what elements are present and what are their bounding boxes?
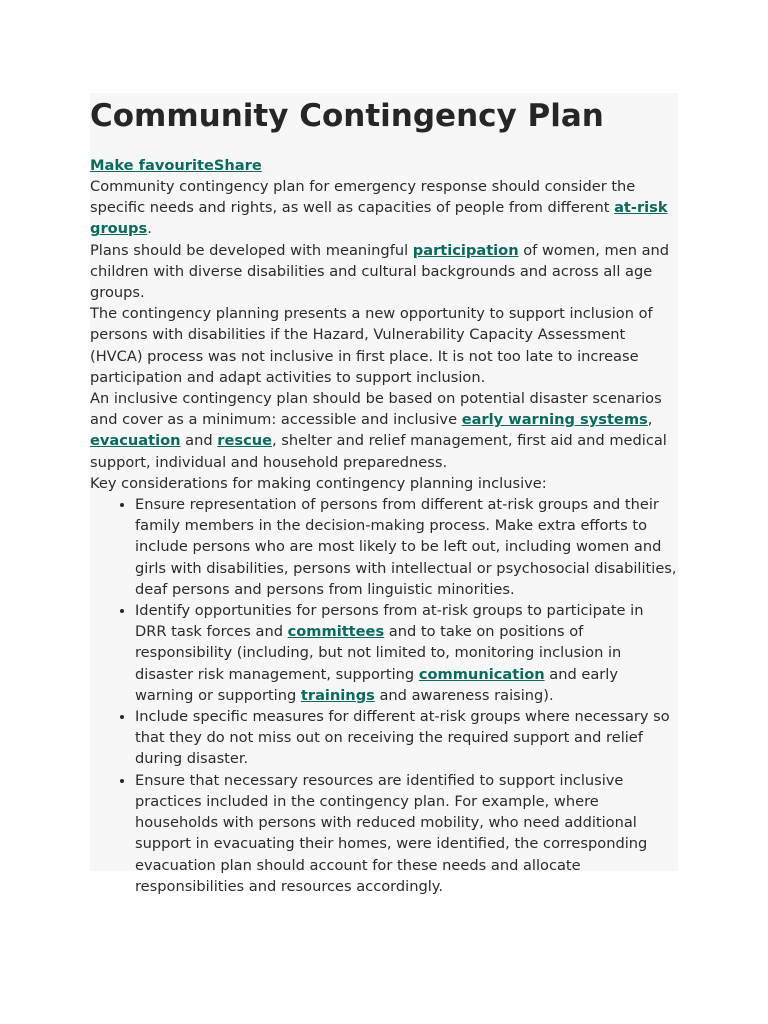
minimum-text-2: , xyxy=(647,411,653,429)
item2-text-4: and awareness raising). xyxy=(374,686,554,704)
early-warning-systems-link[interactable]: early warning systems xyxy=(461,411,648,429)
item2-text-2: and to take on positions of responsibility (including, but not limited to, monitoring inclusion in disaster risk management, supporting xyxy=(135,623,622,683)
intro-paragraph xyxy=(90,176,678,240)
intro-text-1: Community contingency plan for emergency response should consider the specific needs and rights, as well as capacities of people from different xyxy=(90,178,636,217)
list-item: • Ensure representation of persons from different at-risk groups and their family members in the decision-making process. Make extra efforts to include persons who are most likely to be left out, including women and girls with disabilities, persons with intellectual or psychosocial disabilities, deaf persons and persons from linguistic minorities. xyxy=(135,494,678,600)
intro-text-2: . xyxy=(147,220,152,238)
participation-text-2: of women, men and children with diverse disabilities and cultural backgrounds and across all age groups. xyxy=(90,241,670,302)
share-link[interactable]: Share xyxy=(213,157,262,174)
communication-link[interactable]: communication xyxy=(418,665,545,683)
committees-link[interactable]: committees xyxy=(287,623,385,641)
item2-text-3: and early warning or supporting xyxy=(135,665,618,704)
action-links xyxy=(90,155,678,176)
hvca-paragraph: The contingency planning presents a new opportunity to support inclusion of persons with disabilities if the Hazard, Vulnerability Capacity Assessment (HVCA) process was not inclusive in first place. It is not too late to increase participation and adapt activities to support inclusion. xyxy=(90,305,653,386)
minimum-text-1: An inclusive contingency plan should be based on potential disaster scenarios and cover as a minimum: accessible and inclusive xyxy=(90,390,662,429)
item2-text-1: Identify opportunities for persons from at-risk groups to participate in DRR task forces and xyxy=(135,602,644,641)
rescue-link[interactable]: rescue xyxy=(217,432,273,450)
participation-link[interactable]: participation xyxy=(412,241,519,259)
key-considerations-heading: Key considerations for making contingency planning inclusive: xyxy=(90,474,547,492)
participation-paragraph xyxy=(90,240,678,304)
participation-text-1: Plans should be developed with meaningful xyxy=(90,241,413,259)
trainings-link[interactable]: trainings xyxy=(300,686,375,704)
minimum-text-3: and xyxy=(180,432,218,450)
minimum-text-4: , shelter and relief management, first aid and medical support, individual and household preparedness. xyxy=(90,432,667,471)
evacuation-link[interactable]: evacuation xyxy=(90,432,181,450)
article xyxy=(90,93,678,897)
minimum-paragraph xyxy=(90,388,678,473)
list-item xyxy=(135,600,678,706)
make-favourite-link[interactable]: Make favourite xyxy=(90,157,214,174)
list-item: • Ensure that necessary resources are identified to support inclusive practices included in the contingency plan. For example, where households with persons with reduced mobility, who need additional support in evacuating their homes, were identified, the corresponding evacuation plan should account for these needs and allocate responsibilities and resources accordingly. xyxy=(135,770,678,897)
at-risk-groups-link[interactable]: at-risk groups xyxy=(90,199,668,238)
considerations-list xyxy=(90,494,678,897)
list-item: • Include specific measures for different at-risk groups where necessary so that they do not miss out on receiving the required support and relief during disaster. xyxy=(135,706,678,770)
page-title: Community Contingency Plan xyxy=(90,98,604,134)
